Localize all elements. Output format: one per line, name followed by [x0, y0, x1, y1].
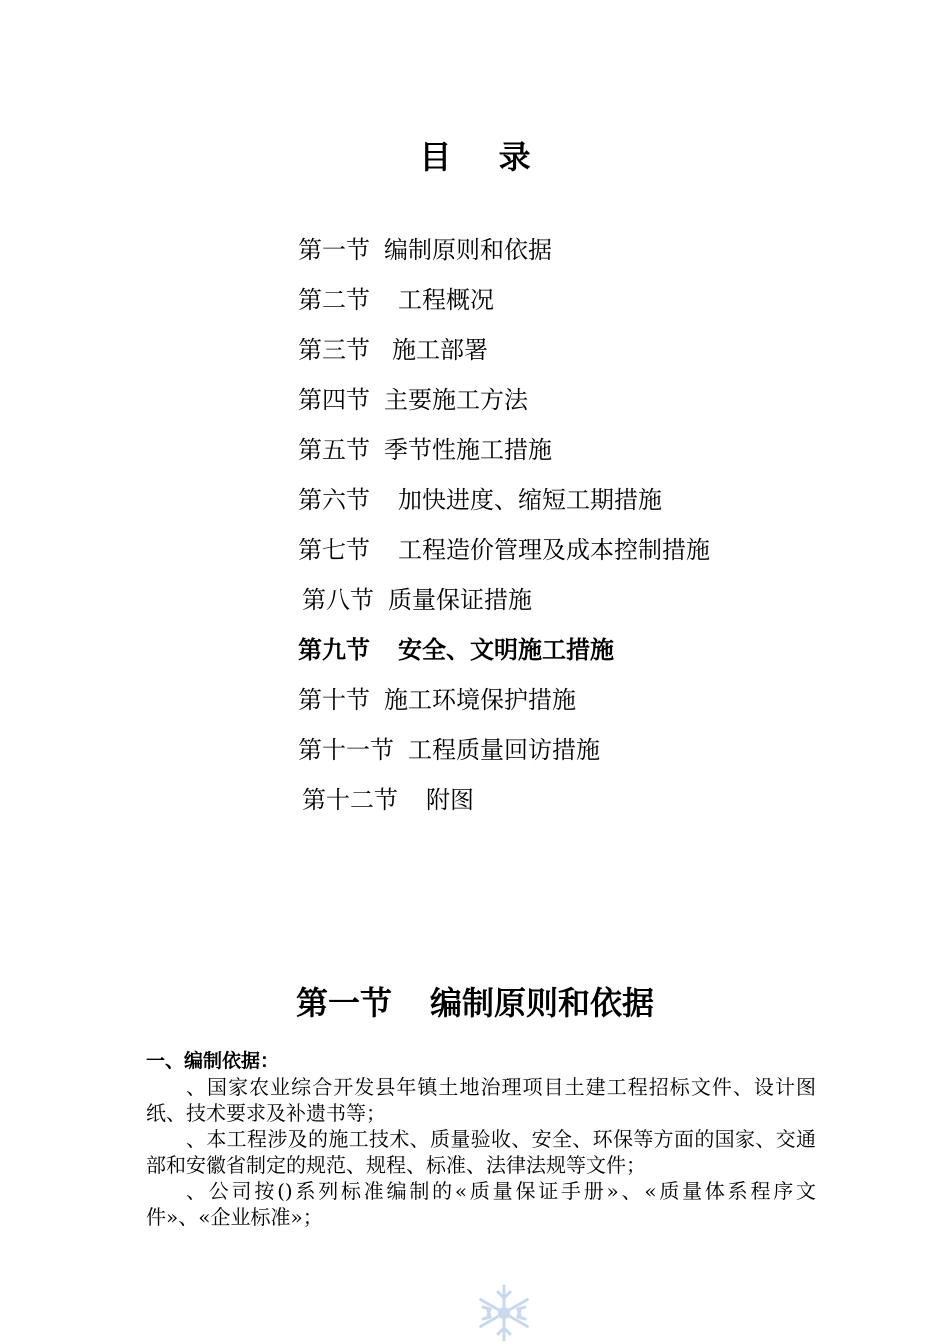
toc-item [298, 284, 494, 316]
toc-item-text: 加快进度、缩短工期措施 [398, 486, 662, 514]
toc-item-number: 第九节 [298, 635, 370, 664]
toc-item-text: 工程造价管理及成本控制措施 [398, 536, 710, 564]
toc-item-number: 第一节 [298, 236, 370, 264]
section-number: 第一节 [295, 984, 392, 1022]
toc-item-text: 安全、文明施工措施 [398, 635, 614, 664]
toc-item-text: 工程质量回访措施 [408, 736, 600, 764]
toc-item-number: 第三节 [298, 336, 370, 364]
toc-item-number: 第七节 [298, 536, 370, 564]
basis-heading: 一、编制依据： [146, 1050, 280, 1072]
toc-item [302, 584, 532, 616]
basis-paragraph: 、国家农业综合开发县年镇土地治理项目土建工程招标文件、设计图纸、技术要求及补遗书等； [146, 1075, 816, 1125]
toc-item-number: 第四节 [298, 386, 370, 414]
toc-item-text: 季节性施工措施 [384, 436, 552, 464]
basis-paragraph: 、本工程涉及的施工技术、质量验收、安全、环保等方面的国家、交通部和安徽省制定的规范、规程、标准、法律法规等文件； [146, 1127, 816, 1177]
toc-item-text: 主要施工方法 [384, 386, 528, 414]
toc-item-text: 工程概况 [398, 286, 494, 314]
toc-item-number: 第十节 [298, 686, 370, 714]
toc-item [298, 334, 488, 366]
toc-item [298, 534, 710, 566]
toc-item-text: 编制原则和依据 [384, 236, 552, 264]
toc-item [298, 684, 576, 716]
toc-item-text: 质量保证措施 [388, 586, 532, 614]
toc-item-text: 附图 [426, 786, 474, 814]
basis-section [146, 1048, 816, 1230]
toc-title: 目 录 [419, 138, 549, 176]
toc-item-number: 第五节 [298, 436, 370, 464]
toc-item [298, 484, 662, 516]
snowflake-watermark-icon [473, 1282, 535, 1344]
toc-item-text: 施工环境保护措施 [384, 686, 576, 714]
toc-item-text: 施工部署 [392, 336, 488, 364]
section-title [0, 978, 950, 1024]
basis-paragraph: 、公司按()系列标准编制的«质量保证手册»、«质量体系程序文件»、«企业标准»； [146, 1179, 816, 1229]
toc-item [298, 734, 600, 766]
toc-item-number: 第十一节 [298, 736, 394, 764]
toc-item [298, 434, 552, 466]
toc-item-number: 第二节 [298, 286, 370, 314]
section-heading-text: 编制原则和依据 [430, 984, 655, 1022]
toc-item [302, 784, 474, 816]
toc-item-number: 第八节 [302, 586, 374, 614]
toc-item [298, 384, 528, 416]
toc-item-number: 第六节 [298, 486, 370, 514]
toc-item-number: 第十二节 [302, 786, 398, 814]
toc-item [298, 234, 552, 266]
toc-item [298, 634, 614, 666]
